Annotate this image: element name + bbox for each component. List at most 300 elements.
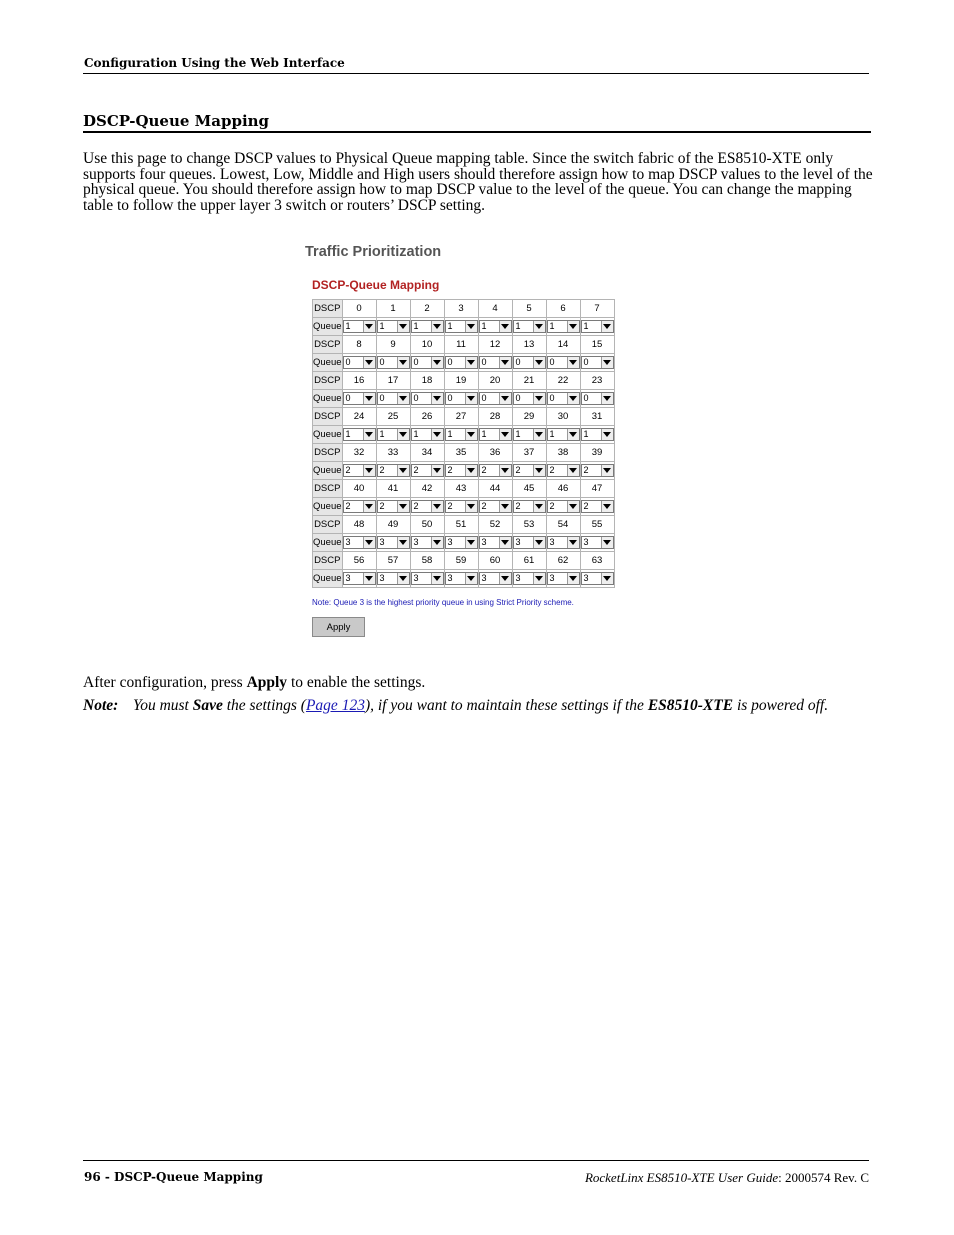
dscp-value: 42 — [410, 480, 444, 498]
dropdown-arrow-icon[interactable] — [397, 537, 409, 548]
queue-cell — [512, 498, 546, 516]
dropdown-arrow-icon[interactable] — [601, 393, 613, 404]
queue-select[interactable] — [547, 536, 580, 549]
queue-select-value: 2 — [447, 501, 453, 511]
queue-select[interactable] — [547, 500, 580, 513]
queue-cell — [410, 534, 444, 552]
dscp-value: 51 — [444, 516, 478, 534]
queue-select[interactable] — [581, 320, 614, 333]
note-product: ES8510-XTE — [647, 697, 734, 714]
dropdown-arrow-icon[interactable] — [397, 321, 409, 332]
footer-rule — [83, 1160, 869, 1161]
dscp-value: 35 — [444, 444, 478, 462]
dropdown-arrow-icon[interactable] — [363, 465, 375, 476]
dropdown-arrow-icon[interactable] — [533, 357, 545, 368]
queue-select-value: 3 — [413, 537, 419, 547]
queue-select[interactable] — [479, 356, 512, 369]
dscp-queue-table — [312, 299, 615, 588]
queue-select-value: 0 — [379, 393, 385, 403]
dropdown-arrow-icon[interactable] — [533, 465, 545, 476]
dropdown-arrow-icon[interactable] — [431, 429, 443, 440]
queue-select-value: 1 — [583, 321, 589, 331]
dropdown-arrow-icon[interactable] — [363, 573, 375, 584]
dropdown-arrow-icon[interactable] — [499, 501, 511, 512]
queue-select[interactable] — [343, 464, 376, 477]
dscp-value: 27 — [444, 408, 478, 426]
queue-cell — [478, 570, 512, 588]
dropdown-arrow-icon[interactable] — [397, 573, 409, 584]
queue-select-value: 0 — [515, 393, 521, 403]
queue-select-value: 0 — [583, 357, 589, 367]
queue-cell — [546, 498, 580, 516]
dscp-value: 10 — [410, 336, 444, 354]
dropdown-arrow-icon[interactable] — [499, 357, 511, 368]
dscp-value: 2 — [410, 300, 444, 318]
dropdown-arrow-icon[interactable] — [465, 321, 477, 332]
dscp-value: 21 — [512, 372, 546, 390]
queue-select-value: 0 — [345, 393, 351, 403]
queue-select-value: 3 — [379, 573, 385, 583]
queue-cell — [444, 426, 478, 444]
dropdown-arrow-icon[interactable] — [465, 501, 477, 512]
dscp-value: 26 — [410, 408, 444, 426]
queue-select[interactable] — [445, 464, 478, 477]
queue-cell — [512, 462, 546, 480]
footer-right — [585, 1170, 869, 1186]
dropdown-arrow-icon[interactable] — [499, 537, 511, 548]
queue-select[interactable] — [547, 392, 580, 405]
queue-select[interactable] — [479, 320, 512, 333]
queue-select[interactable] — [377, 572, 410, 585]
queue-select[interactable] — [411, 464, 444, 477]
queue-select-value: 2 — [345, 501, 351, 511]
queue-select[interactable] — [581, 392, 614, 405]
dropdown-arrow-icon[interactable] — [363, 501, 375, 512]
queue-select[interactable] — [445, 536, 478, 549]
queue-select-value: 1 — [515, 429, 521, 439]
note-part3: ), if you want to maintain these settings if the — [364, 697, 648, 714]
queue-row-label: Queue — [313, 354, 343, 372]
queue-select[interactable] — [411, 536, 444, 549]
queue-select-value: 1 — [379, 321, 385, 331]
queue-select[interactable] — [411, 320, 444, 333]
page-link[interactable]: Page 123 — [305, 697, 365, 714]
dscp-value: 6 — [546, 300, 580, 318]
queue-row-label: Queue — [313, 318, 343, 336]
queue-cell — [512, 318, 546, 336]
dscp-value: 23 — [580, 372, 614, 390]
queue-row-label: Queue — [313, 498, 343, 516]
queue-select[interactable] — [479, 500, 512, 513]
dscp-row-label: DSCP — [313, 516, 343, 534]
queue-select[interactable] — [343, 320, 376, 333]
dropdown-arrow-icon[interactable] — [431, 393, 443, 404]
dropdown-arrow-icon[interactable] — [601, 321, 613, 332]
queue-select[interactable] — [343, 428, 376, 441]
dropdown-arrow-icon[interactable] — [567, 501, 579, 512]
queue-cell — [410, 354, 444, 372]
dscp-value: 17 — [376, 372, 410, 390]
dscp-row-label: DSCP — [313, 300, 343, 318]
dscp-value: 4 — [478, 300, 512, 318]
dropdown-arrow-icon[interactable] — [601, 537, 613, 548]
dscp-row-label: DSCP — [313, 444, 343, 462]
queue-select[interactable] — [411, 392, 444, 405]
note-part4: is powered off. — [733, 697, 829, 714]
queue-cell — [512, 354, 546, 372]
dropdown-arrow-icon[interactable] — [533, 321, 545, 332]
dscp-value: 45 — [512, 480, 546, 498]
queue-select-value: 3 — [447, 537, 453, 547]
queue-cell — [546, 534, 580, 552]
queue-cell — [512, 534, 546, 552]
dscp-value: 30 — [546, 408, 580, 426]
dropdown-arrow-icon[interactable] — [465, 537, 477, 548]
dscp-value: 40 — [342, 480, 376, 498]
queue-row — [313, 426, 615, 444]
queue-select[interactable] — [479, 464, 512, 477]
dropdown-arrow-icon[interactable] — [465, 573, 477, 584]
queue-select[interactable] — [581, 464, 614, 477]
note-body — [133, 698, 853, 714]
dscp-value: 46 — [546, 480, 580, 498]
queue-select[interactable] — [445, 320, 478, 333]
dscp-value: 43 — [444, 480, 478, 498]
queue-select-value: 0 — [345, 357, 351, 367]
queue-select-value: 1 — [379, 429, 385, 439]
queue-select[interactable] — [581, 356, 614, 369]
queue-select[interactable] — [513, 500, 546, 513]
dscp-value: 16 — [342, 372, 376, 390]
queue-select-value: 2 — [549, 501, 555, 511]
queue-select[interactable] — [479, 572, 512, 585]
queue-select[interactable] — [377, 356, 410, 369]
dropdown-arrow-icon[interactable] — [363, 393, 375, 404]
dropdown-arrow-icon[interactable] — [363, 537, 375, 548]
queue-cell — [546, 570, 580, 588]
dscp-value: 15 — [580, 336, 614, 354]
dropdown-arrow-icon[interactable] — [567, 357, 579, 368]
queue-select-value: 0 — [549, 357, 555, 367]
dropdown-arrow-icon[interactable] — [499, 429, 511, 440]
queue-cell — [410, 318, 444, 336]
queue-select[interactable] — [513, 464, 546, 477]
queue-select[interactable] — [343, 536, 376, 549]
dropdown-arrow-icon[interactable] — [601, 357, 613, 368]
ui-note: Note: Queue 3 is the highest priority queue in using Strict Priority scheme. — [312, 598, 574, 607]
queue-select-value: 3 — [413, 573, 419, 583]
dscp-value: 28 — [478, 408, 512, 426]
queue-select[interactable] — [411, 500, 444, 513]
dscp-value: 18 — [410, 372, 444, 390]
dropdown-arrow-icon[interactable] — [533, 537, 545, 548]
queue-cell — [444, 462, 478, 480]
dropdown-arrow-icon[interactable] — [533, 573, 545, 584]
queue-select-value: 3 — [583, 573, 589, 583]
dropdown-arrow-icon[interactable] — [601, 501, 613, 512]
queue-select-value: 0 — [481, 393, 487, 403]
queue-select[interactable] — [445, 428, 478, 441]
dscp-value: 12 — [478, 336, 512, 354]
dscp-row — [313, 336, 615, 354]
dropdown-arrow-icon[interactable] — [567, 573, 579, 584]
dscp-row — [313, 444, 615, 462]
dropdown-arrow-icon[interactable] — [465, 465, 477, 476]
dropdown-arrow-icon[interactable] — [431, 501, 443, 512]
dscp-value: 53 — [512, 516, 546, 534]
queue-select-value: 0 — [413, 393, 419, 403]
queue-row — [313, 534, 615, 552]
dscp-value: 48 — [342, 516, 376, 534]
queue-cell — [512, 570, 546, 588]
queue-cell — [444, 534, 478, 552]
queue-select[interactable] — [343, 572, 376, 585]
dropdown-arrow-icon[interactable] — [567, 465, 579, 476]
dscp-value: 5 — [512, 300, 546, 318]
dropdown-arrow-icon[interactable] — [397, 501, 409, 512]
queue-select[interactable] — [479, 536, 512, 549]
queue-select-value: 1 — [549, 321, 555, 331]
queue-select[interactable] — [513, 536, 546, 549]
queue-select[interactable] — [377, 392, 410, 405]
dropdown-arrow-icon[interactable] — [431, 357, 443, 368]
dropdown-arrow-icon[interactable] — [567, 321, 579, 332]
dropdown-arrow-icon[interactable] — [601, 573, 613, 584]
dropdown-arrow-icon[interactable] — [465, 393, 477, 404]
dscp-value: 59 — [444, 552, 478, 570]
note-save: Save — [192, 697, 223, 714]
dscp-row-label: DSCP — [313, 408, 343, 426]
dropdown-arrow-icon[interactable] — [567, 393, 579, 404]
queue-select[interactable] — [513, 428, 546, 441]
dropdown-arrow-icon[interactable] — [363, 321, 375, 332]
dscp-value: 41 — [376, 480, 410, 498]
dropdown-arrow-icon[interactable] — [431, 537, 443, 548]
queue-select-value: 3 — [379, 537, 385, 547]
dscp-value: 55 — [580, 516, 614, 534]
dscp-value: 49 — [376, 516, 410, 534]
queue-cell — [342, 534, 376, 552]
dropdown-arrow-icon[interactable] — [465, 429, 477, 440]
dropdown-arrow-icon[interactable] — [499, 573, 511, 584]
queue-row — [313, 318, 615, 336]
queue-select-value: 3 — [549, 573, 555, 583]
queue-select[interactable] — [377, 536, 410, 549]
queue-select[interactable] — [377, 320, 410, 333]
queue-select[interactable] — [411, 356, 444, 369]
queue-select-value: 0 — [515, 357, 521, 367]
queue-cell — [478, 390, 512, 408]
queue-select[interactable] — [343, 356, 376, 369]
queue-cell — [444, 390, 478, 408]
queue-cell — [444, 354, 478, 372]
dscp-value: 39 — [580, 444, 614, 462]
queue-select[interactable] — [581, 500, 614, 513]
dropdown-arrow-icon[interactable] — [567, 429, 579, 440]
dscp-value: 61 — [512, 552, 546, 570]
queue-select[interactable] — [411, 428, 444, 441]
dropdown-arrow-icon[interactable] — [431, 465, 443, 476]
dropdown-arrow-icon[interactable] — [533, 429, 545, 440]
after-config-text — [83, 674, 425, 692]
dscp-row — [313, 372, 615, 390]
dropdown-arrow-icon[interactable] — [363, 357, 375, 368]
dropdown-arrow-icon[interactable] — [397, 357, 409, 368]
queue-select-value: 1 — [447, 429, 453, 439]
queue-cell — [478, 426, 512, 444]
dropdown-arrow-icon[interactable] — [363, 429, 375, 440]
dscp-value: 7 — [580, 300, 614, 318]
dscp-value: 19 — [444, 372, 478, 390]
queue-select[interactable] — [377, 464, 410, 477]
dropdown-arrow-icon[interactable] — [567, 537, 579, 548]
queue-row — [313, 354, 615, 372]
queue-cell — [376, 354, 410, 372]
queue-select-value: 3 — [515, 573, 521, 583]
queue-row-label: Queue — [313, 426, 343, 444]
queue-select-value: 1 — [515, 321, 521, 331]
queue-cell — [512, 390, 546, 408]
queue-cell — [444, 318, 478, 336]
after-text-after: to enable the settings. — [287, 674, 426, 691]
queue-cell — [580, 534, 614, 552]
queue-select[interactable] — [547, 356, 580, 369]
dropdown-arrow-icon[interactable] — [533, 501, 545, 512]
queue-cell — [580, 462, 614, 480]
dscp-value: 38 — [546, 444, 580, 462]
queue-select[interactable] — [513, 572, 546, 585]
dropdown-arrow-icon[interactable] — [499, 321, 511, 332]
dropdown-arrow-icon[interactable] — [431, 573, 443, 584]
dscp-value: 62 — [546, 552, 580, 570]
note-label: Note: — [83, 697, 119, 714]
dropdown-arrow-icon[interactable] — [601, 429, 613, 440]
queue-row-label: Queue — [313, 570, 343, 588]
queue-select[interactable] — [343, 392, 376, 405]
queue-select[interactable] — [445, 392, 478, 405]
dropdown-arrow-icon[interactable] — [397, 429, 409, 440]
queue-select[interactable] — [411, 572, 444, 585]
queue-select[interactable] — [513, 320, 546, 333]
queue-cell — [580, 318, 614, 336]
dscp-value: 22 — [546, 372, 580, 390]
dscp-row — [313, 408, 615, 426]
queue-select[interactable] — [581, 536, 614, 549]
queue-select[interactable] — [547, 572, 580, 585]
queue-cell — [410, 426, 444, 444]
queue-select[interactable] — [445, 356, 478, 369]
note-part2: the settings ( — [222, 697, 306, 714]
note-block — [83, 698, 853, 714]
queue-select[interactable] — [513, 392, 546, 405]
footer-guide-title: RocketLinx ES8510-XTE User Guide — [584, 1170, 779, 1185]
queue-select[interactable] — [581, 428, 614, 441]
apply-button[interactable]: Apply — [312, 617, 365, 637]
queue-select[interactable] — [445, 572, 478, 585]
dscp-value: 32 — [342, 444, 376, 462]
dscp-value: 1 — [376, 300, 410, 318]
queue-cell — [546, 354, 580, 372]
queue-select[interactable] — [377, 428, 410, 441]
queue-select-value: 1 — [413, 429, 419, 439]
queue-cell — [512, 426, 546, 444]
dscp-value: 44 — [478, 480, 512, 498]
queue-select-value: 3 — [345, 573, 351, 583]
queue-cell — [580, 354, 614, 372]
dropdown-arrow-icon[interactable] — [397, 465, 409, 476]
queue-cell — [376, 318, 410, 336]
dropdown-arrow-icon[interactable] — [431, 321, 443, 332]
queue-select[interactable] — [377, 500, 410, 513]
queue-select-value: 0 — [379, 357, 385, 367]
queue-select[interactable] — [343, 500, 376, 513]
queue-select[interactable] — [547, 464, 580, 477]
queue-select[interactable] — [547, 428, 580, 441]
dropdown-arrow-icon[interactable] — [533, 393, 545, 404]
queue-cell — [376, 570, 410, 588]
queue-cell — [580, 570, 614, 588]
queue-cell — [546, 390, 580, 408]
dscp-value: 25 — [376, 408, 410, 426]
dropdown-arrow-icon[interactable] — [499, 393, 511, 404]
queue-cell — [342, 318, 376, 336]
dropdown-arrow-icon[interactable] — [465, 357, 477, 368]
queue-select-value: 2 — [379, 501, 385, 511]
queue-cell — [580, 498, 614, 516]
dscp-value: 3 — [444, 300, 478, 318]
dscp-value: 9 — [376, 336, 410, 354]
dscp-row — [313, 516, 615, 534]
after-text-apply: Apply — [246, 674, 288, 691]
queue-row — [313, 390, 615, 408]
queue-select-value: 2 — [515, 465, 521, 475]
queue-cell — [376, 534, 410, 552]
dscp-row — [313, 480, 615, 498]
queue-select[interactable] — [445, 500, 478, 513]
queue-select-value: 1 — [413, 321, 419, 331]
queue-cell — [444, 570, 478, 588]
queue-select-value: 2 — [583, 465, 589, 475]
queue-select[interactable] — [581, 572, 614, 585]
queue-select[interactable] — [479, 428, 512, 441]
footer-rev: : 2000574 Rev. C — [778, 1170, 869, 1185]
queue-select[interactable] — [547, 320, 580, 333]
dropdown-arrow-icon[interactable] — [499, 465, 511, 476]
dscp-value: 29 — [512, 408, 546, 426]
queue-cell — [478, 462, 512, 480]
queue-select-value: 0 — [447, 357, 453, 367]
queue-row — [313, 462, 615, 480]
dscp-value: 34 — [410, 444, 444, 462]
queue-cell — [376, 462, 410, 480]
dscp-value: 33 — [376, 444, 410, 462]
section-title: DSCP-Queue Mapping — [83, 112, 270, 130]
dropdown-arrow-icon[interactable] — [601, 465, 613, 476]
dscp-value: 36 — [478, 444, 512, 462]
queue-cell — [410, 498, 444, 516]
ui-section-title: DSCP-Queue Mapping — [312, 278, 440, 292]
section-rule — [83, 131, 871, 133]
dscp-value: 63 — [580, 552, 614, 570]
queue-select[interactable] — [513, 356, 546, 369]
dropdown-arrow-icon[interactable] — [397, 393, 409, 404]
queue-cell — [546, 462, 580, 480]
dscp-row — [313, 300, 615, 318]
queue-cell — [478, 534, 512, 552]
queue-select-value: 3 — [481, 573, 487, 583]
dscp-value: 11 — [444, 336, 478, 354]
queue-select[interactable] — [479, 392, 512, 405]
